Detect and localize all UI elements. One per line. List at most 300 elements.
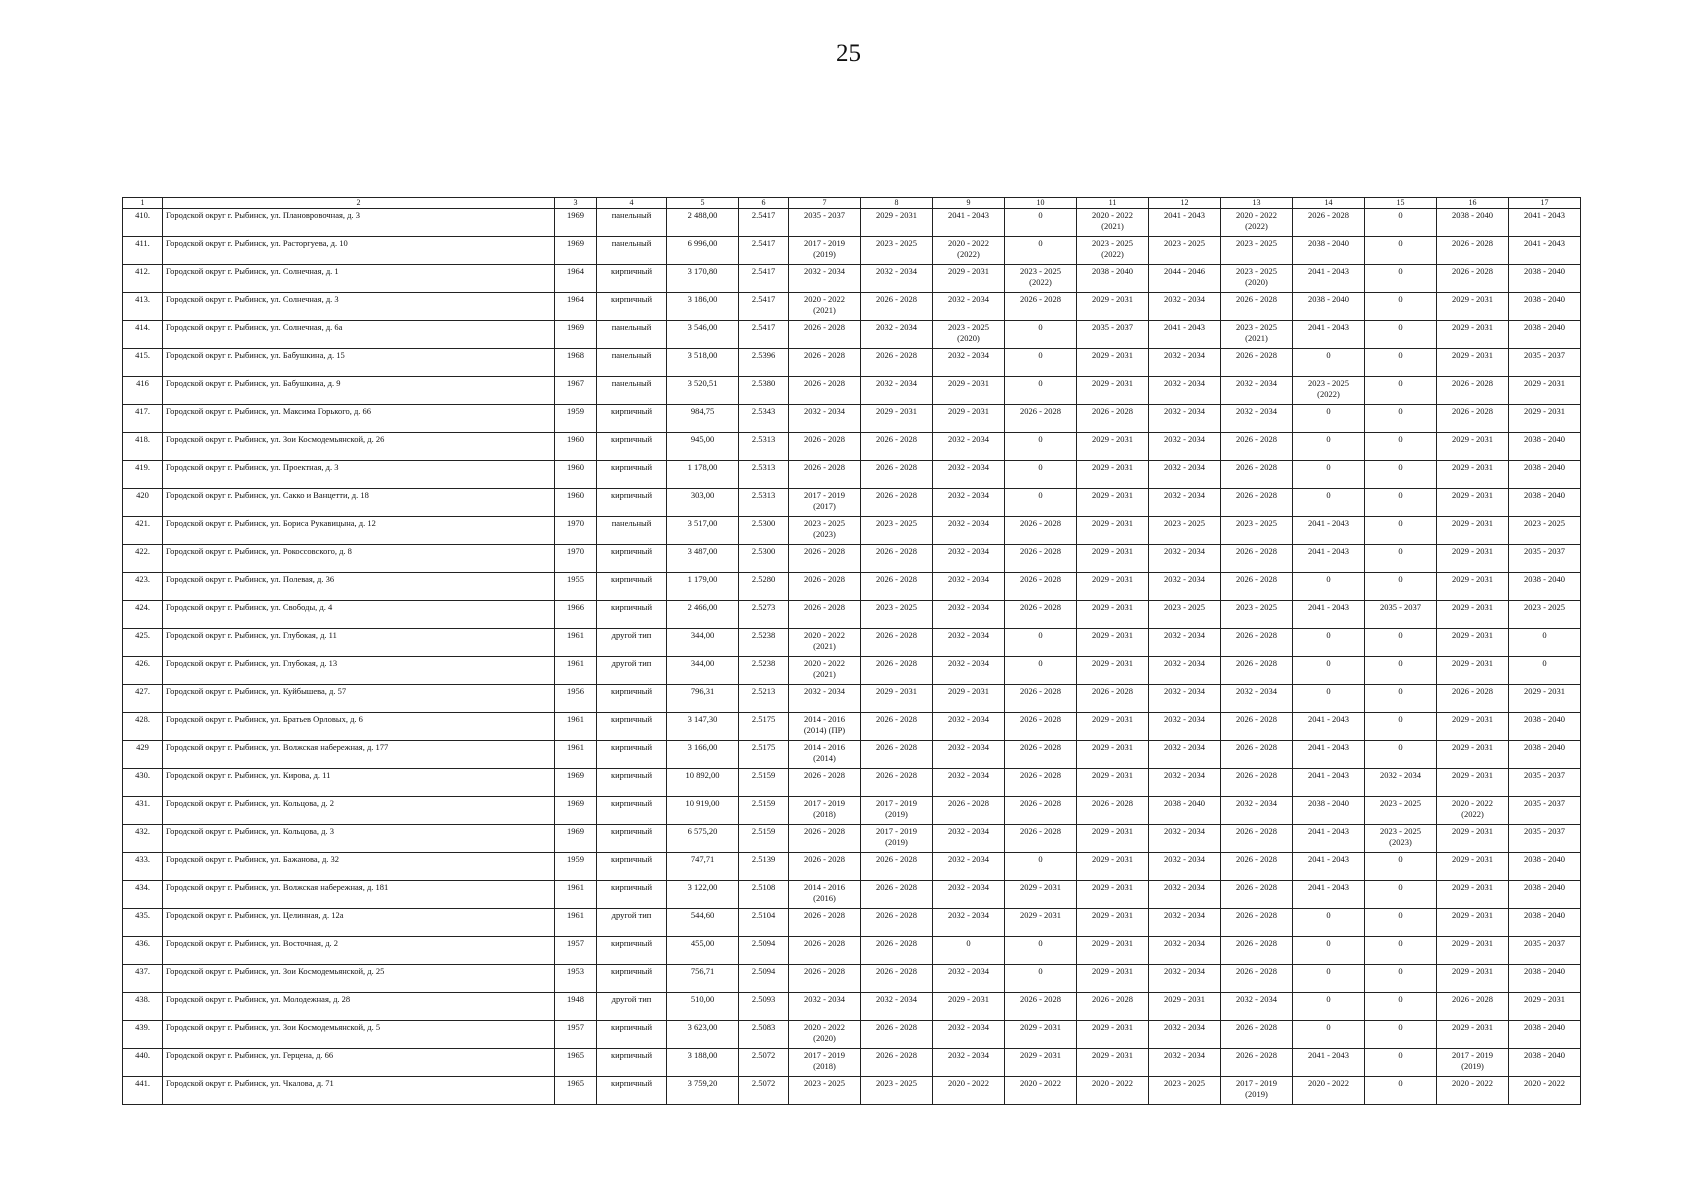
period-cell: 0 <box>1293 573 1365 601</box>
period-cell: 2029 - 2031 <box>1437 601 1509 629</box>
period-cell <box>789 517 861 545</box>
column-number-header: 2 <box>163 198 555 209</box>
period-cell: 2032 - 2034 <box>1149 853 1221 881</box>
address-cell: Городской округ г. Рыбинск, ул. Братьев Орловых, д. 6 <box>163 713 555 741</box>
period-cell: 2026 - 2028 <box>1221 1021 1293 1049</box>
period-cell <box>789 293 861 321</box>
period-actual: (2022) <box>1245 221 1268 231</box>
period-cell: 2032 - 2034 <box>933 461 1005 489</box>
period-cell: 0 <box>1365 909 1437 937</box>
period-cell: 2032 - 2034 <box>933 909 1005 937</box>
period-cell: 2032 - 2034 <box>789 685 861 713</box>
period-cell <box>789 881 861 909</box>
coefficient-cell: 2.5300 <box>739 517 789 545</box>
year-cell: 1961 <box>555 713 597 741</box>
period-cell: 0 <box>1293 629 1365 657</box>
period-cell: 2032 - 2034 <box>933 1021 1005 1049</box>
table-row <box>123 713 1581 741</box>
period-cell: 2032 - 2034 <box>1149 293 1221 321</box>
period-cell: 2032 - 2034 <box>1149 713 1221 741</box>
period-cell: 2026 - 2028 <box>1005 769 1077 797</box>
period-cell: 2032 - 2034 <box>1221 993 1293 1021</box>
period-cell <box>861 797 933 825</box>
address-cell: Городской округ г. Рыбинск, ул. Бабушкина, д. 9 <box>163 377 555 405</box>
period-cell: 2035 - 2037 <box>1509 545 1581 573</box>
period-cell: 2020 - 2022 <box>1005 1077 1077 1105</box>
period-actual: (2014) <box>813 753 836 763</box>
column-number-header: 16 <box>1437 198 1509 209</box>
period-cell: 2029 - 2031 <box>1077 293 1149 321</box>
period-cell <box>1293 377 1365 405</box>
period-cell: 2026 - 2028 <box>1221 573 1293 601</box>
period-cell: 2023 - 2025 <box>861 601 933 629</box>
period-cell: 2035 - 2037 <box>1077 321 1149 349</box>
period-cell: 2032 - 2034 <box>933 293 1005 321</box>
period-cell: 2032 - 2034 <box>933 349 1005 377</box>
period-cell: 2032 - 2034 <box>1221 405 1293 433</box>
wall-material-cell: другой тип <box>597 909 667 937</box>
year-cell: 1967 <box>555 377 597 405</box>
period-cell: 2032 - 2034 <box>1221 797 1293 825</box>
area-cell: 3 623,00 <box>667 1021 739 1049</box>
table-row <box>123 685 1581 713</box>
year-cell: 1960 <box>555 433 597 461</box>
area-cell: 3 546,00 <box>667 321 739 349</box>
coefficient-cell: 2.5175 <box>739 713 789 741</box>
period-actual: (2022) <box>1461 809 1484 819</box>
period-cell: 2041 - 2043 <box>1293 881 1365 909</box>
period-cell: 2026 - 2028 <box>933 797 1005 825</box>
period-cell: 2029 - 2031 <box>1077 349 1149 377</box>
table-row <box>123 1021 1581 1049</box>
row-number: 440. <box>123 1049 163 1077</box>
wall-material-cell: другой тип <box>597 657 667 685</box>
row-number: 418. <box>123 433 163 461</box>
table-row <box>123 349 1581 377</box>
period-cell: 2023 - 2025 <box>1149 517 1221 545</box>
coefficient-cell: 2.5417 <box>739 321 789 349</box>
row-number: 412. <box>123 265 163 293</box>
period-cell: 2029 - 2031 <box>1077 825 1149 853</box>
address-cell: Городской округ г. Рыбинск, ул. Чкалова, д. 71 <box>163 1077 555 1105</box>
period-cell: 2029 - 2031 <box>1437 545 1509 573</box>
period-cell: 0 <box>1293 405 1365 433</box>
wall-material-cell: кирпичный <box>597 265 667 293</box>
wall-material-cell: кирпичный <box>597 573 667 601</box>
period-cell: 2026 - 2028 <box>1221 741 1293 769</box>
period-cell: 2026 - 2028 <box>1221 657 1293 685</box>
period-cell: 2038 - 2040 <box>1437 209 1509 237</box>
period-cell: 2032 - 2034 <box>933 517 1005 545</box>
period-cell <box>789 713 861 741</box>
row-number: 424. <box>123 601 163 629</box>
period-cell: 2041 - 2043 <box>1293 265 1365 293</box>
table-row <box>123 433 1581 461</box>
period-cell: 2032 - 2034 <box>1149 349 1221 377</box>
period-cell: 2029 - 2031 <box>1437 573 1509 601</box>
period-cell: 2029 - 2031 <box>1437 517 1509 545</box>
year-cell: 1961 <box>555 657 597 685</box>
year-cell: 1965 <box>555 1049 597 1077</box>
period-cell: 2044 - 2046 <box>1149 265 1221 293</box>
period-cell: 2020 - 2022 <box>1293 1077 1365 1105</box>
period-cell: 2029 - 2031 <box>1005 1021 1077 1049</box>
period-cell: 2038 - 2040 <box>1509 713 1581 741</box>
period-cell: 0 <box>1293 1021 1365 1049</box>
period-cell: 2041 - 2043 <box>1293 321 1365 349</box>
wall-material-cell: панельный <box>597 209 667 237</box>
address-cell: Городской округ г. Рыбинск, ул. Рокоссовского, д. 8 <box>163 545 555 573</box>
area-cell: 3 520,51 <box>667 377 739 405</box>
address-cell: Городской округ г. Рыбинск, ул. Солнечная, д. 1 <box>163 265 555 293</box>
table-row <box>123 573 1581 601</box>
period-cell: 0 <box>1365 321 1437 349</box>
period-cell: 2026 - 2028 <box>861 545 933 573</box>
period-cell: 2026 - 2028 <box>789 573 861 601</box>
period-cell: 2029 - 2031 <box>933 685 1005 713</box>
period-actual: (2014) (ПР) <box>803 725 846 735</box>
coefficient-cell: 2.5072 <box>739 1077 789 1105</box>
period-cell: 2029 - 2031 <box>1509 405 1581 433</box>
table-row <box>123 489 1581 517</box>
period-cell: 2035 - 2037 <box>1509 797 1581 825</box>
period-cell: 2032 - 2034 <box>861 321 933 349</box>
period-cell: 2029 - 2031 <box>933 265 1005 293</box>
period-cell: 2032 - 2034 <box>1149 377 1221 405</box>
period-cell: 0 <box>1005 461 1077 489</box>
period-cell: 2038 - 2040 <box>1509 909 1581 937</box>
period-cell: 2023 - 2025 <box>861 237 933 265</box>
period-cell: 2035 - 2037 <box>1509 825 1581 853</box>
period-cell: 0 <box>1005 937 1077 965</box>
period-cell: 2038 - 2040 <box>1509 573 1581 601</box>
period-cell: 0 <box>1365 349 1437 377</box>
wall-material-cell: кирпичный <box>597 545 667 573</box>
wall-material-cell: кирпичный <box>597 853 667 881</box>
row-number: 410. <box>123 209 163 237</box>
period-cell: 2038 - 2040 <box>1509 265 1581 293</box>
period-cell: 2029 - 2031 <box>1077 657 1149 685</box>
period-cell: 0 <box>1365 377 1437 405</box>
period-cell: 2038 - 2040 <box>1293 293 1365 321</box>
period-cell: 2026 - 2028 <box>1221 1049 1293 1077</box>
period-cell: 2026 - 2028 <box>1005 405 1077 433</box>
period-cell: 2026 - 2028 <box>861 965 933 993</box>
period-cell: 2026 - 2028 <box>1221 433 1293 461</box>
period-cell: 2026 - 2028 <box>1221 489 1293 517</box>
year-cell: 1953 <box>555 965 597 993</box>
period-actual: (2023) <box>1389 837 1412 847</box>
period-cell: 0 <box>1365 1077 1437 1105</box>
area-cell: 455,00 <box>667 937 739 965</box>
period-cell: 2035 - 2037 <box>1509 937 1581 965</box>
area-cell: 3 166,00 <box>667 741 739 769</box>
coefficient-cell: 2.5396 <box>739 349 789 377</box>
period-actual: (2020) <box>1245 277 1268 287</box>
period-cell: 2029 - 2031 <box>1077 517 1149 545</box>
period-cell: 2029 - 2031 <box>1077 909 1149 937</box>
area-cell: 10 919,00 <box>667 797 739 825</box>
period-cell: 2032 - 2034 <box>933 489 1005 517</box>
period-cell: 0 <box>1365 1049 1437 1077</box>
period-cell: 2029 - 2031 <box>1437 825 1509 853</box>
period-cell <box>789 797 861 825</box>
period-actual: (2019) <box>1245 1089 1268 1099</box>
period-cell: 0 <box>1365 1021 1437 1049</box>
period-cell: 2026 - 2028 <box>861 937 933 965</box>
period-cell: 2035 - 2037 <box>1509 769 1581 797</box>
period-actual: (2023) <box>813 529 836 539</box>
period-cell: 2029 - 2031 <box>1077 461 1149 489</box>
year-cell: 1970 <box>555 545 597 573</box>
area-cell: 3 759,20 <box>667 1077 739 1105</box>
table-row <box>123 769 1581 797</box>
period-cell: 0 <box>1365 461 1437 489</box>
column-number-header: 14 <box>1293 198 1365 209</box>
period-cell: 2026 - 2028 <box>1005 601 1077 629</box>
table-row <box>123 881 1581 909</box>
column-number-header: 7 <box>789 198 861 209</box>
coefficient-cell: 2.5313 <box>739 433 789 461</box>
period-cell: 2026 - 2028 <box>789 601 861 629</box>
period-cell <box>1077 237 1149 265</box>
period-cell: 2032 - 2034 <box>933 713 1005 741</box>
period-cell: 2026 - 2028 <box>1005 293 1077 321</box>
wall-material-cell: кирпичный <box>597 881 667 909</box>
period-cell: 2026 - 2028 <box>1221 909 1293 937</box>
period-cell: 0 <box>1005 629 1077 657</box>
coefficient-cell: 2.5094 <box>739 965 789 993</box>
period-cell: 0 <box>1293 433 1365 461</box>
period-actual: (2016) <box>813 893 836 903</box>
period-cell: 0 <box>1293 461 1365 489</box>
period-cell: 2032 - 2034 <box>933 657 1005 685</box>
period-range: 2023 - 2025 <box>1019 266 1062 276</box>
period-cell: 2029 - 2031 <box>1509 685 1581 713</box>
period-cell <box>789 237 861 265</box>
row-number: 421. <box>123 517 163 545</box>
period-cell: 2020 - 2022 <box>933 1077 1005 1105</box>
period-cell: 2032 - 2034 <box>933 545 1005 573</box>
period-cell: 2029 - 2031 <box>1437 1021 1509 1049</box>
wall-material-cell: кирпичный <box>597 293 667 321</box>
period-cell <box>933 237 1005 265</box>
period-cell: 0 <box>1005 853 1077 881</box>
period-range: 2017 - 2019 <box>803 1050 846 1060</box>
period-cell: 2026 - 2028 <box>1221 713 1293 741</box>
period-cell: 2032 - 2034 <box>1149 657 1221 685</box>
period-cell: 2026 - 2028 <box>1005 825 1077 853</box>
row-number: 415. <box>123 349 163 377</box>
wall-material-cell: кирпичный <box>597 1077 667 1105</box>
period-cell: 2029 - 2031 <box>1077 1021 1149 1049</box>
period-cell: 2032 - 2034 <box>861 377 933 405</box>
year-cell: 1959 <box>555 853 597 881</box>
period-actual: (2019) <box>1461 1061 1484 1071</box>
coefficient-cell: 2.5313 <box>739 461 789 489</box>
period-cell: 2026 - 2028 <box>1077 685 1149 713</box>
address-cell: Городской округ г. Рыбинск, ул. Глубокая, д. 13 <box>163 657 555 685</box>
period-cell: 2038 - 2040 <box>1293 797 1365 825</box>
period-cell: 2032 - 2034 <box>933 825 1005 853</box>
period-cell: 2026 - 2028 <box>861 853 933 881</box>
address-cell: Городской округ г. Рыбинск, ул. Бориса Рукавицына, д. 12 <box>163 517 555 545</box>
period-cell: 2026 - 2028 <box>1005 993 1077 1021</box>
column-number-header: 10 <box>1005 198 1077 209</box>
period-cell: 2026 - 2028 <box>1221 545 1293 573</box>
wall-material-cell: кирпичный <box>597 741 667 769</box>
row-number: 426. <box>123 657 163 685</box>
year-cell: 1969 <box>555 321 597 349</box>
period-cell: 2029 - 2031 <box>1437 853 1509 881</box>
period-cell: 2029 - 2031 <box>1437 713 1509 741</box>
period-cell: 0 <box>1509 629 1581 657</box>
period-cell: 2029 - 2031 <box>1437 321 1509 349</box>
row-number: 434. <box>123 881 163 909</box>
coefficient-cell: 2.5108 <box>739 881 789 909</box>
period-cell: 0 <box>1005 377 1077 405</box>
period-cell: 0 <box>1365 265 1437 293</box>
table-row <box>123 993 1581 1021</box>
year-cell: 1969 <box>555 769 597 797</box>
area-cell: 1 179,00 <box>667 573 739 601</box>
period-cell: 2032 - 2034 <box>933 573 1005 601</box>
period-cell: 2029 - 2031 <box>1077 853 1149 881</box>
period-cell: 2029 - 2031 <box>1437 937 1509 965</box>
address-cell: Городской округ г. Рыбинск, ул. Волжская набережная, д. 181 <box>163 881 555 909</box>
period-cell: 2038 - 2040 <box>1509 321 1581 349</box>
period-range: 2023 - 2025 <box>803 518 846 528</box>
period-cell <box>861 825 933 853</box>
coefficient-cell: 2.5175 <box>739 741 789 769</box>
period-cell: 2023 - 2025 <box>1509 601 1581 629</box>
table-row <box>123 377 1581 405</box>
wall-material-cell: кирпичный <box>597 713 667 741</box>
period-cell: 2032 - 2034 <box>1149 489 1221 517</box>
table-row <box>123 909 1581 937</box>
period-cell: 0 <box>1365 629 1437 657</box>
coefficient-cell: 2.5094 <box>739 937 789 965</box>
address-cell: Городской округ г. Рыбинск, ул. Глубокая, д. 11 <box>163 629 555 657</box>
table-row <box>123 825 1581 853</box>
coefficient-cell: 2.5300 <box>739 545 789 573</box>
period-cell: 0 <box>1365 881 1437 909</box>
table-row <box>123 797 1581 825</box>
table-row <box>123 545 1581 573</box>
year-cell: 1948 <box>555 993 597 1021</box>
period-cell: 2023 - 2025 <box>1149 237 1221 265</box>
table-body <box>123 198 1581 1105</box>
period-cell: 0 <box>1509 657 1581 685</box>
period-cell: 2029 - 2031 <box>1077 573 1149 601</box>
period-cell: 2032 - 2034 <box>789 265 861 293</box>
period-cell: 2032 - 2034 <box>1221 377 1293 405</box>
period-cell: 2023 - 2025 <box>1221 237 1293 265</box>
area-cell: 3 188,00 <box>667 1049 739 1077</box>
wall-material-cell: другой тип <box>597 993 667 1021</box>
year-cell: 1968 <box>555 349 597 377</box>
period-cell: 0 <box>1293 937 1365 965</box>
row-number: 437. <box>123 965 163 993</box>
period-cell: 2029 - 2031 <box>861 405 933 433</box>
period-cell: 2038 - 2040 <box>1509 489 1581 517</box>
period-cell: 2026 - 2028 <box>1005 685 1077 713</box>
period-actual: (2022) <box>1101 249 1124 259</box>
row-number: 411. <box>123 237 163 265</box>
period-actual: (2022) <box>1317 389 1340 399</box>
period-cell: 2029 - 2031 <box>1077 545 1149 573</box>
period-cell: 2026 - 2028 <box>1221 853 1293 881</box>
address-cell: Городской округ г. Рыбинск, ул. Целинная, д. 12а <box>163 909 555 937</box>
period-cell: 0 <box>1365 713 1437 741</box>
period-range: 2020 - 2022 <box>803 294 846 304</box>
period-cell: 2032 - 2034 <box>1149 965 1221 993</box>
area-cell: 344,00 <box>667 629 739 657</box>
column-number-header: 15 <box>1365 198 1437 209</box>
period-cell: 2029 - 2031 <box>1077 601 1149 629</box>
coefficient-cell: 2.5417 <box>739 293 789 321</box>
year-cell: 1969 <box>555 797 597 825</box>
period-cell <box>1437 797 1509 825</box>
wall-material-cell: панельный <box>597 517 667 545</box>
period-cell: 2026 - 2028 <box>861 629 933 657</box>
period-cell <box>789 741 861 769</box>
period-cell: 2032 - 2034 <box>933 629 1005 657</box>
period-cell: 2026 - 2028 <box>861 741 933 769</box>
address-cell: Городской округ г. Рыбинск, ул. Солнечная, д. 6а <box>163 321 555 349</box>
schedule-table <box>122 197 1581 1105</box>
coefficient-cell: 2.5343 <box>739 405 789 433</box>
wall-material-cell: панельный <box>597 349 667 377</box>
period-cell: 2026 - 2028 <box>1221 293 1293 321</box>
period-range: 2020 - 2022 <box>803 630 846 640</box>
page-number: 25 <box>836 40 861 67</box>
area-cell: 303,00 <box>667 489 739 517</box>
period-range: 2014 - 2016 <box>803 742 846 752</box>
period-cell: 2029 - 2031 <box>1437 965 1509 993</box>
period-cell: 0 <box>1005 237 1077 265</box>
period-range: 2017 - 2019 <box>875 798 918 808</box>
period-cell: 2026 - 2028 <box>1437 685 1509 713</box>
period-actual: (2018) <box>813 1061 836 1071</box>
area-cell: 544,60 <box>667 909 739 937</box>
period-cell: 2026 - 2028 <box>789 769 861 797</box>
schedule-table-wrapper <box>122 197 1581 1105</box>
period-cell: 2026 - 2028 <box>789 461 861 489</box>
period-cell: 2023 - 2025 <box>789 1077 861 1105</box>
period-cell: 2026 - 2028 <box>1005 741 1077 769</box>
period-cell: 2032 - 2034 <box>933 965 1005 993</box>
period-cell: 2026 - 2028 <box>1221 825 1293 853</box>
period-range: 2017 - 2019 <box>875 826 918 836</box>
period-cell: 2029 - 2031 <box>1077 937 1149 965</box>
period-cell: 2026 - 2028 <box>1437 377 1509 405</box>
period-cell: 0 <box>1365 433 1437 461</box>
period-cell: 2023 - 2025 <box>1221 601 1293 629</box>
coefficient-cell: 2.5417 <box>739 209 789 237</box>
period-cell: 0 <box>1365 517 1437 545</box>
period-cell: 2032 - 2034 <box>861 265 933 293</box>
period-cell: 2029 - 2031 <box>1437 657 1509 685</box>
address-cell: Городской округ г. Рыбинск, ул. Кольцова, д. 2 <box>163 797 555 825</box>
wall-material-cell: панельный <box>597 377 667 405</box>
wall-material-cell: кирпичный <box>597 489 667 517</box>
period-cell <box>1221 265 1293 293</box>
period-cell: 2026 - 2028 <box>861 573 933 601</box>
period-cell: 2026 - 2028 <box>1005 517 1077 545</box>
period-cell: 2026 - 2028 <box>1077 797 1149 825</box>
period-cell: 0 <box>1365 237 1437 265</box>
